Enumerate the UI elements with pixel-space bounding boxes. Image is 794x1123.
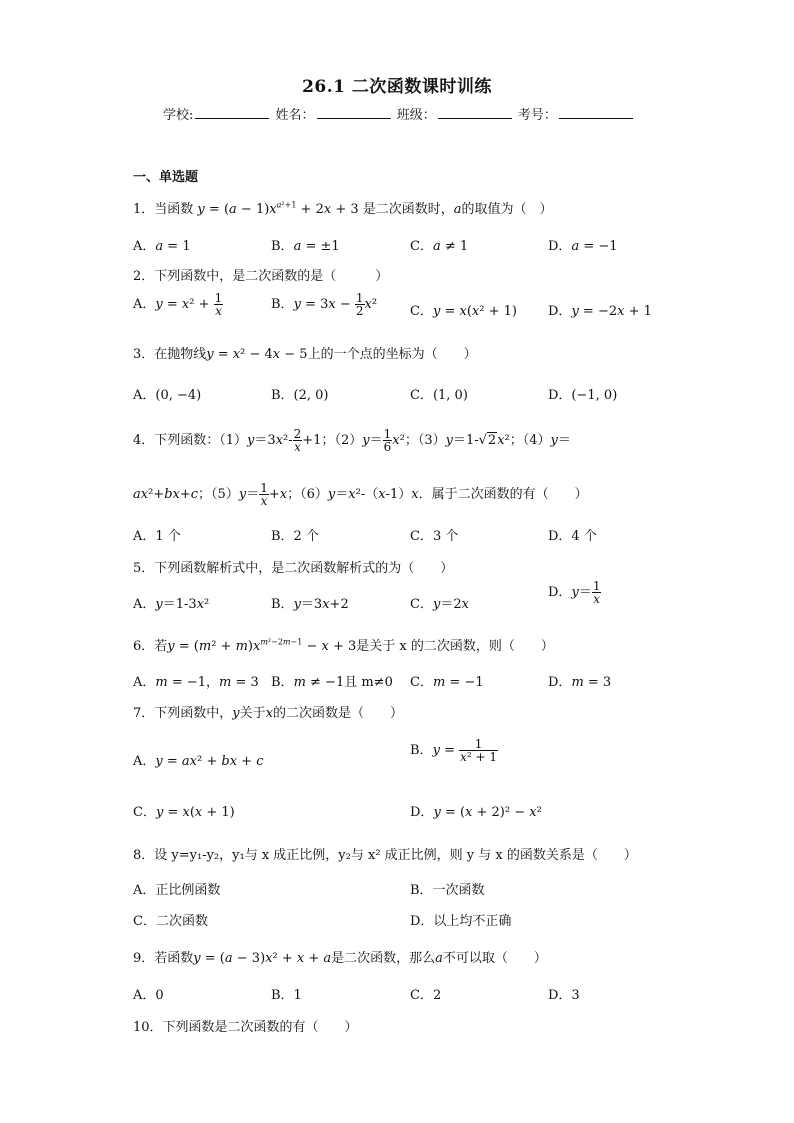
q4-stem-2: ；（2） [321, 433, 363, 448]
q1-option-d[interactable]: D．a = −1 [548, 239, 618, 254]
q1-stem-mid: 是二次函数时， [362, 202, 454, 217]
page-title: 26.1 二次函数课时训练 [302, 77, 492, 97]
q7-stem-mid: 关于 [239, 706, 266, 721]
q7-option-d[interactable]: D．y = (x + 2)² − x² [410, 805, 542, 820]
q9-option-b[interactable]: B．1 [271, 988, 302, 1003]
q6-option-b[interactable]: B．m ≠ −1且 m≠0 [271, 675, 393, 690]
q7-option-c[interactable]: C．y = x(x + 1) [133, 805, 235, 820]
name-label: 姓名： [275, 108, 315, 123]
question-7: 7．下列函数中，y关于x的二次函数是（ ） [133, 706, 404, 721]
question-8: 8．设 y=y₁-y₂，y₁与 x 成正比例，y₂与 x² 成正比例，则 y 与 x 的函数关系是（ ） [133, 848, 637, 863]
q4-option-d[interactable]: D．4 个 [548, 529, 597, 544]
q7-option-a[interactable]: A．y = ax² + bx + c [133, 754, 264, 769]
question-9: 9．若函数y = (a − 3)x² + x + a是二次函数，那么a不可以取（ ） [133, 951, 547, 966]
q5-option-a[interactable]: A．y＝1-3x² [133, 597, 210, 612]
q3-option-d[interactable]: D．(−1, 0) [548, 388, 618, 403]
q1-stem-end: 的取值为（ ） [461, 202, 553, 217]
q8-option-b[interactable]: B．一次函数 [410, 883, 485, 898]
q3-stem-end: 上的一个点的坐标为（ ） [307, 347, 477, 362]
q4-stem-5: ；（5） [198, 487, 239, 502]
q4-stem-6: ；（6） [287, 487, 328, 502]
question-2: 2．下列函数中，是二次函数的是（ ） [133, 269, 389, 284]
q3-option-a[interactable]: A．(0, −4) [133, 388, 202, 403]
q5-option-b[interactable]: B．y＝3x+2 [271, 597, 349, 612]
class-blank [438, 108, 512, 119]
q9-stem: 9．若函数 [133, 951, 194, 966]
q9-option-a[interactable]: A．0 [133, 988, 164, 1003]
school-blank [195, 108, 269, 119]
q3-option-b[interactable]: B．(2, 0) [271, 388, 329, 403]
exam-no-label: 考号： [517, 108, 557, 123]
q2-option-b[interactable]: B．y = 3x − $\frac{1}{2}$ x² [271, 291, 378, 318]
q9-option-c[interactable]: C．2 [410, 988, 442, 1003]
q6-option-b-text: 且 m≠0 [344, 675, 393, 690]
q4-stem-4: ；（4） [509, 433, 551, 448]
section-heading: 一、单选题 [133, 170, 199, 185]
exam-no-blank [559, 108, 633, 119]
question-4-line-1: 4．下列函数：（1）y＝3x²- $\frac{2}{x}$ +1；（2）y＝ $\frac{1}{6}$ x²；（3）y＝1-√2x²；（4）y＝ [133, 427, 571, 454]
q1-stem: 1．当函数 [133, 202, 194, 217]
question-3: 3．在抛物线y = x² − 4x − 5上的一个点的坐标为（ ） [133, 347, 477, 362]
q6-stem: 6．若 [133, 639, 168, 654]
question-4-line-2: ax²+bx+c；（5）y＝ $\frac{1}{x}$ +x；（6）y＝x²-（x-1）x．属于二次函数的有（ ） [133, 481, 588, 508]
q4-stem-3: ；（3） [404, 433, 446, 448]
q9-option-d[interactable]: D．3 [548, 988, 580, 1003]
q8-option-d[interactable]: D．以上均不正确 [410, 914, 512, 929]
name-blank [317, 108, 391, 119]
q5-option-c[interactable]: C．y＝2x [410, 597, 469, 612]
q7-option-b[interactable]: B．y = $\frac{1}{\text{x² + 1}}$ [410, 737, 498, 764]
q8-option-c[interactable]: C．二次函数 [133, 914, 208, 929]
q7-stem: 7．下列函数中， [133, 706, 233, 721]
q1-option-a[interactable]: A．a = 1 [133, 239, 191, 254]
q4-stem-1: 4．下列函数：（1） [133, 433, 248, 448]
q2-option-c[interactable]: C．y = x(x² + 1) [410, 304, 517, 319]
q3-option-c[interactable]: C．(1, 0) [410, 388, 468, 403]
q4-option-a[interactable]: A．1 个 [133, 529, 181, 544]
q3-stem: 3．在抛物线 [133, 347, 207, 362]
q1-option-b[interactable]: B．a = ±1 [271, 239, 340, 254]
q5-option-d[interactable]: D．y＝ $\frac{1}{x}$ [548, 579, 601, 606]
question-10: 10．下列函数是二次函数的有（ ） [133, 1020, 358, 1035]
q4-option-c[interactable]: C．3 个 [410, 529, 459, 544]
question-1: 1．当函数 $y = (a - 1)x^{a^2+1} + 2x + 3$ 是二次函数时，a的取值为（ ） [133, 200, 553, 217]
q2-option-a[interactable]: A．y = x² + $\frac{1}{x}$ [133, 291, 223, 318]
q9-stem-end: 不可以取（ ） [442, 951, 547, 966]
q9-stem-mid: 是二次函数，那么 [331, 951, 436, 966]
q1-option-c[interactable]: C．a ≠ 1 [410, 239, 469, 254]
question-5: 5．下列函数解析式中，是二次函数解析式的为（ ） [133, 561, 454, 576]
q6-option-a[interactable]: A．m = −1，m = 3 [133, 675, 259, 690]
student-info-line [163, 104, 635, 123]
class-label: 班级： [396, 108, 436, 123]
q8-option-a[interactable]: A．正比例函数 [133, 883, 221, 898]
q6-option-d[interactable]: D．m = 3 [548, 675, 612, 690]
q6-stem-end: 是关于 x 的二次函数，则（ ） [356, 639, 554, 654]
q4-option-b[interactable]: B．2 个 [271, 529, 319, 544]
school-label: 学校: [163, 108, 194, 123]
q7-stem-end: 的二次函数是（ ） [273, 706, 404, 721]
q6-option-c[interactable]: C．m = −1 [410, 675, 484, 690]
q4-stem-7: ．属于二次函数的有（ ） [418, 487, 588, 502]
q2-option-d[interactable]: D．y = −2x + 1 [548, 304, 652, 319]
question-6: 6．若$y = (m^2 + m)x^{m^2-2m-1} - x + 3$是关于 x 的二次函数，则（ ） [133, 637, 554, 654]
